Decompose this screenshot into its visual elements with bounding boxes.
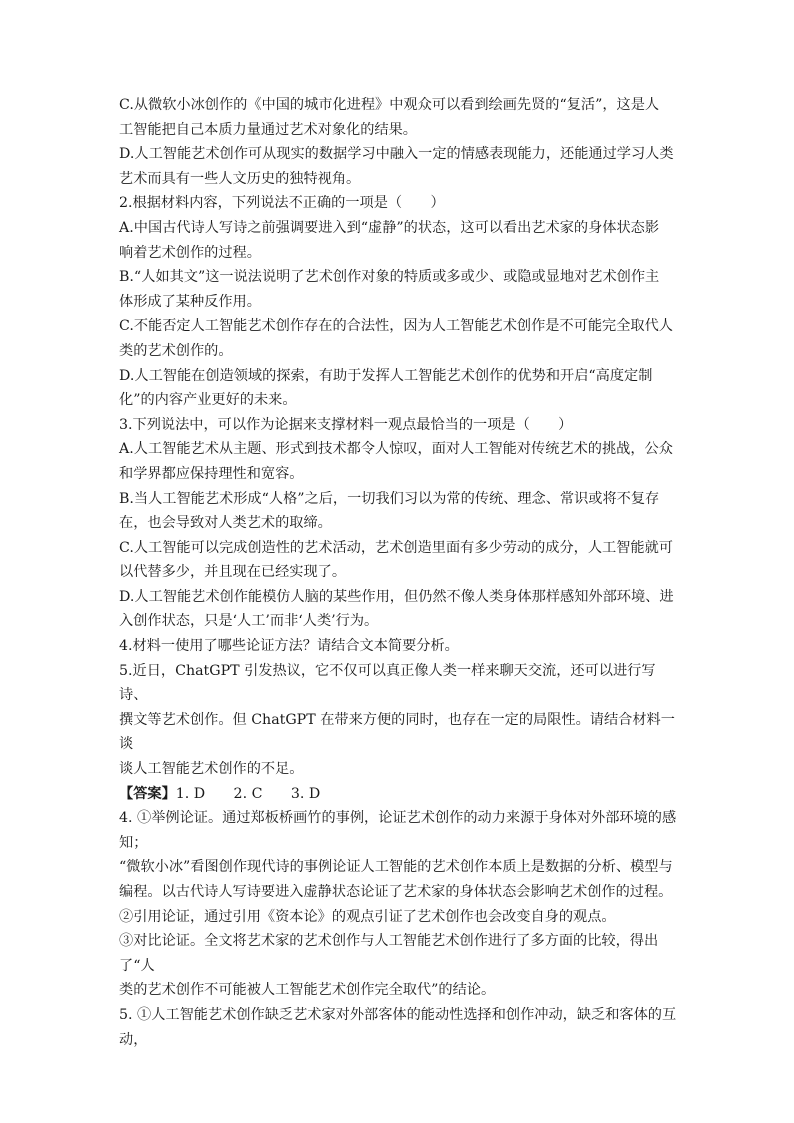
question-3: 3.下列说法中，可以作为论据来支撑材料一观点最恰当的一项是（ ）: [119, 416, 573, 433]
answer-4-line: 4. ①举例论证。通过郑板桥画竹的事例，论证艺术创作的动力来源于身体对外部环境的感知；: [119, 810, 677, 851]
text-line: 在，也会导致对人类艺术的取缔。: [119, 515, 332, 532]
answer-text-line: “微软小冰”看图创作现代诗的事例论证人工智能的艺术创作本质上是数据的分析、模型与: [119, 859, 673, 876]
text-line: 和学界都应保持理性和宽容。: [119, 465, 304, 482]
text-line: 工智能把自己本质力量通过艺术对象化的结果。: [119, 121, 417, 138]
question-5: 5.近日，ChatGPT 引发热议，它不仅可以真正像人类一样来聊天交流，还可以进行写诗、: [119, 662, 656, 704]
text-line-option-a: A.人工智能艺术从主题、形式到技术都令人惊叹，面对人工智能对传统艺术的挑战，公众: [119, 441, 673, 458]
text-line-option-d: D.人工智能艺术创作可从现实的数据学习中融入一定的情感表现能力，还能通过学习人类: [119, 146, 674, 163]
text-line-option-c: C.不能否定人工智能艺术创作存在的合法性，因为人工智能艺术创作是不可能完全取代人: [119, 318, 673, 335]
text-line-option-b: B.当人工智能艺术形成“人格”之后，一切我们习以为常的传统、理念、常识或将不复存: [119, 490, 660, 507]
answer-text-line: ②引用论证，通过引用《资本论》的观点引证了艺术创作也会改变自身的观点。: [119, 908, 616, 925]
text-line: 体形成了某种反作用。: [119, 293, 261, 310]
question-2: 2.根据材料内容，下列说法不正确的一项是（ ）: [119, 195, 445, 212]
text-line: 入创作状态，只是‘人工’而非‘人类’行为。: [119, 613, 379, 630]
text-line-option-d: D.人工智能艺术创作能模仿人脑的某些作用，但仍然不像人类身体那样感知外部环境、进: [119, 588, 674, 605]
document-page: [119, 93, 683, 1052]
answer-line: [119, 782, 683, 807]
answer-choices: 1. D 2. C 3. D: [175, 785, 321, 802]
text-line: 以代替多少，并且现在已经实现了。: [119, 564, 347, 581]
text-line-option-c: C.从微软小冰创作的《中国的城市化进程》中观众可以看到绘画先贤的“复活”，这是人: [119, 97, 660, 113]
text-line: 撰文等艺术创作。但 ChatGPT 在带来方便的同时，也存在一定的局限性。请结合材料一谈: [119, 711, 675, 753]
text-line-option-c: C.人工智能可以完成创造性的艺术活动，艺术创造里面有多少劳动的成分，人工智能就可: [119, 539, 673, 556]
answer-text-line: 类的艺术创作不可能被人工智能艺术创作完全取代”的结论。: [119, 982, 496, 999]
text-line-option-d: D.人工智能在创造领域的探索，有助于发挥人工智能艺术创作的优势和开启“高度定制: [119, 367, 653, 384]
text-line: 化”的内容产业更好的未来。: [119, 392, 297, 409]
text-line: 类的艺术创作的。: [119, 342, 233, 359]
text-line-option-b: B.“人如其文”这一说法说明了艺术创作对象的特质或多或少、或隐或显地对艺术创作主: [119, 269, 660, 286]
text-line-option-a: A.中国古代诗人写诗之前强调要进入到“虚静”的状态，这可以看出艺术家的身体状态影: [119, 219, 660, 236]
text-line: 响着艺术创作的过程。: [119, 244, 261, 261]
text-line: 谈人工智能艺术创作的不足。: [119, 761, 304, 778]
text-line: 艺术而具有一些人文历史的独特视角。: [119, 170, 361, 187]
answer-text-line: 编程。以古代诗人写诗要进入虚静状态论证了艺术家的身体状态会影响艺术创作的过程。: [119, 884, 673, 900]
answer-text-line: ③对比论证。全文将艺术家的艺术创作与人工智能艺术创作进行了多方面的比较，得出了“人: [119, 933, 659, 974]
answer-label: 【答案】: [119, 785, 176, 802]
question-4: 4.材料一使用了哪些论证方法？请结合文本简要分析。: [119, 638, 459, 655]
answer-5-line: 5. ①人工智能艺术创作缺乏艺术家对外部客体的能动性选择和创作冲动，缺乏和客体的互动，: [119, 1006, 677, 1048]
